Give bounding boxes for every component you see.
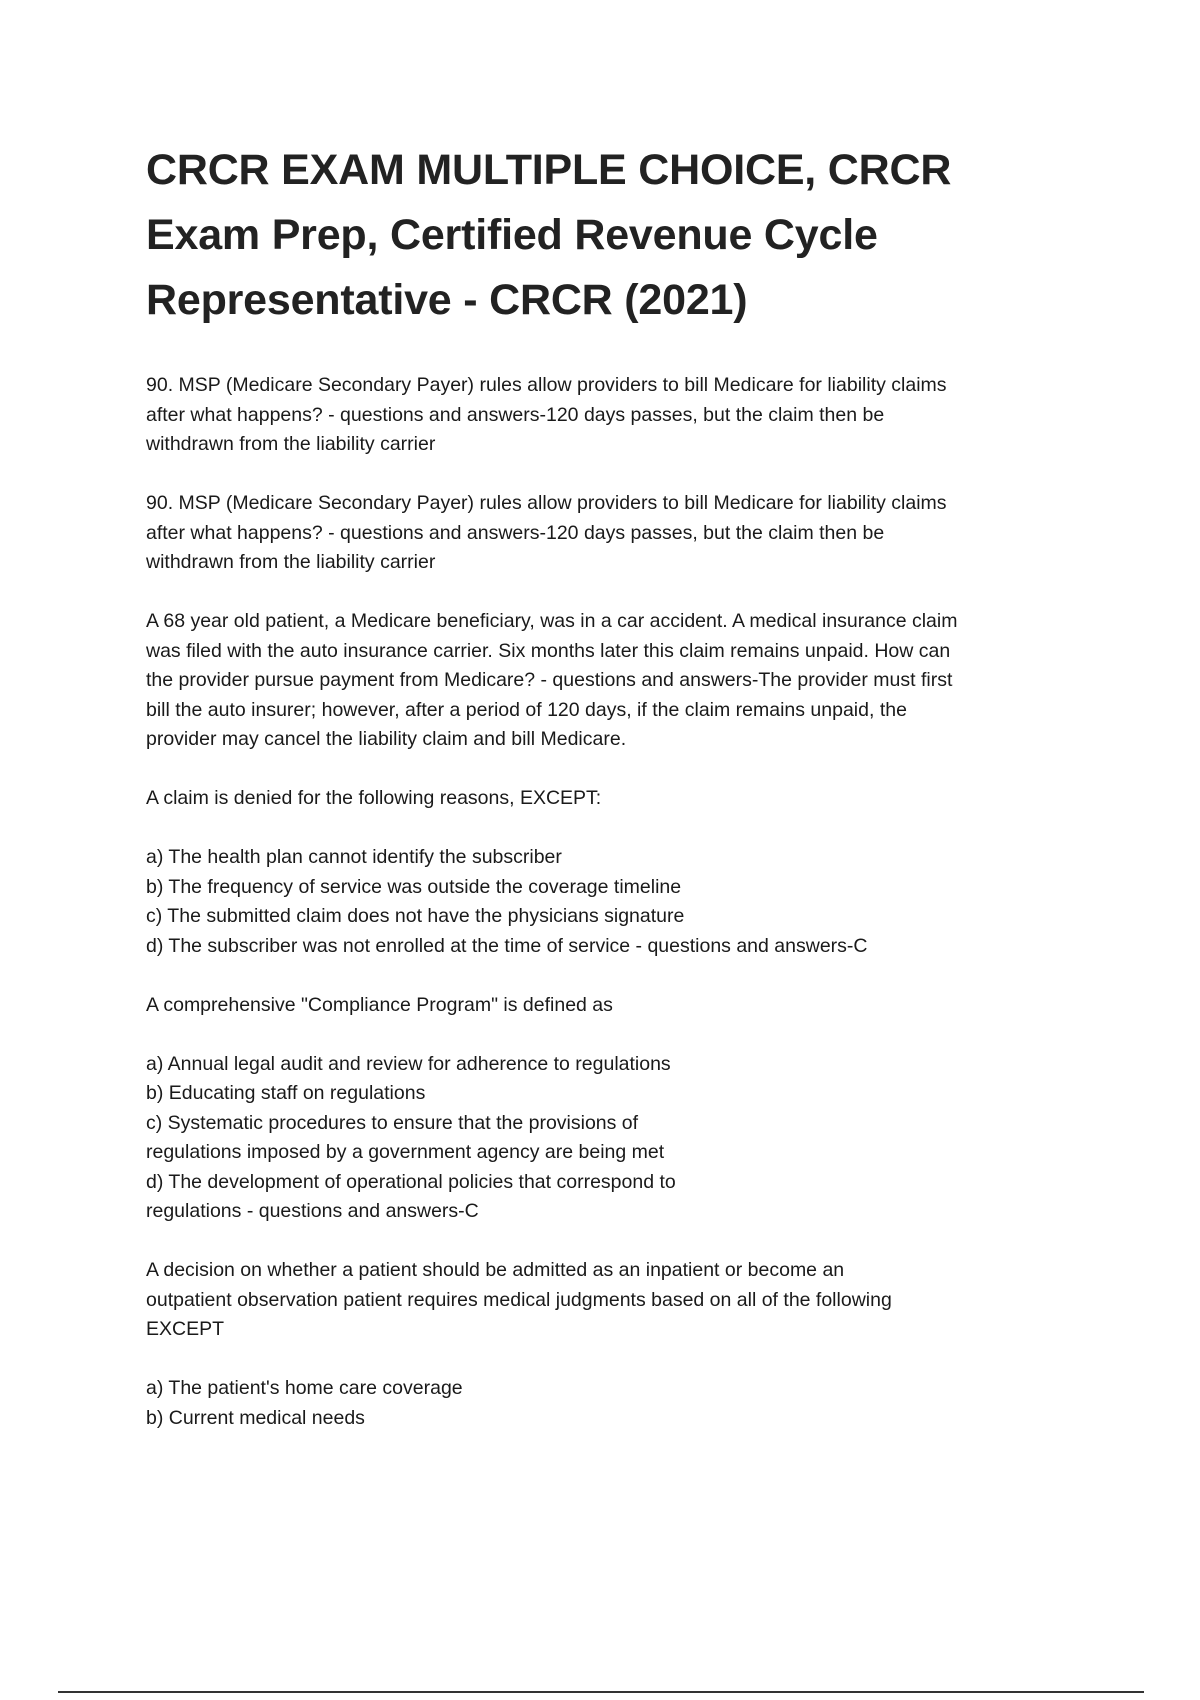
text-line: after what happens? - questions and answers-120 days passes, but the claim then be bbox=[146, 403, 885, 426]
question-msp-2 bbox=[146, 489, 1086, 578]
option-item: regulations - questions and answers-C bbox=[146, 1200, 479, 1222]
option-item: d) The development of operational policies that correspond to bbox=[146, 1170, 676, 1193]
question-auto-accident bbox=[146, 607, 1086, 755]
option-item: a) Annual legal audit and review for adherence to regulations bbox=[146, 1052, 671, 1075]
text-line: withdrawn from the liability carrier bbox=[146, 551, 436, 573]
question-admission-stem bbox=[146, 1256, 1086, 1345]
question-compliance-options bbox=[146, 1050, 1086, 1227]
text-line: bill the auto insurer; however, after a period of 120 days, if the claim remains unpaid, the bbox=[146, 698, 907, 721]
question-claim-denied-stem: A claim is denied for the following reasons, EXCEPT: bbox=[146, 787, 602, 809]
title-line: CRCR EXAM MULTIPLE CHOICE, CRCR bbox=[146, 146, 952, 194]
text-line: A 68 year old patient, a Medicare beneficiary, was in a car accident. A medical insurance claim bbox=[146, 610, 958, 632]
option-item: c) The submitted claim does not have the physicians signature bbox=[146, 905, 685, 927]
text-line: the provider pursue payment from Medicare? - questions and answers-The provider must first bbox=[146, 669, 953, 691]
option-item: a) The patient's home care coverage bbox=[146, 1377, 463, 1399]
option-item: regulations imposed by a government agency are being met bbox=[146, 1141, 665, 1163]
option-item: c) Systematic procedures to ensure that the provisions of bbox=[146, 1111, 639, 1134]
title-line: Representative - CRCR (2021) bbox=[146, 276, 748, 324]
page-bottom-divider bbox=[58, 1691, 1144, 1693]
text-line: was filed with the auto insurance carrier. Six months later this claim remains unpaid. How can bbox=[146, 639, 951, 662]
text-line: outpatient observation patient requires medical judgments based on all of the following bbox=[146, 1288, 892, 1311]
text-line: provider may cancel the liability claim and bill Medicare. bbox=[146, 728, 627, 750]
text-line: 90. MSP (Medicare Secondary Payer) rules allow providers to bill Medicare for liability claims bbox=[146, 492, 947, 514]
text-line: after what happens? - questions and answers-120 days passes, but the claim then be bbox=[146, 521, 885, 544]
text-line: EXCEPT bbox=[146, 1318, 225, 1340]
option-item: d) The subscriber was not enrolled at the time of service - questions and answers-C bbox=[146, 934, 868, 957]
question-compliance-stem: A comprehensive "Compliance Program" is defined as bbox=[146, 993, 613, 1016]
question-admission-options bbox=[146, 1374, 1086, 1433]
document-title bbox=[146, 138, 1086, 333]
option-item: b) The frequency of service was outside the coverage timeline bbox=[146, 875, 682, 898]
option-item: b) Educating staff on regulations bbox=[146, 1082, 426, 1104]
question-claim-denied-options bbox=[146, 843, 1086, 961]
text-line: withdrawn from the liability carrier bbox=[146, 433, 436, 455]
option-item: a) The health plan cannot identify the subscriber bbox=[146, 846, 562, 868]
question-msp-1 bbox=[146, 371, 1086, 460]
text-line: A decision on whether a patient should be admitted as an inpatient or become an bbox=[146, 1259, 845, 1281]
text-line: 90. MSP (Medicare Secondary Payer) rules allow providers to bill Medicare for liability claims bbox=[146, 374, 947, 396]
document-page bbox=[146, 138, 1086, 1463]
title-line: Exam Prep, Certified Revenue Cycle bbox=[146, 211, 878, 259]
option-item: b) Current medical needs bbox=[146, 1406, 365, 1429]
